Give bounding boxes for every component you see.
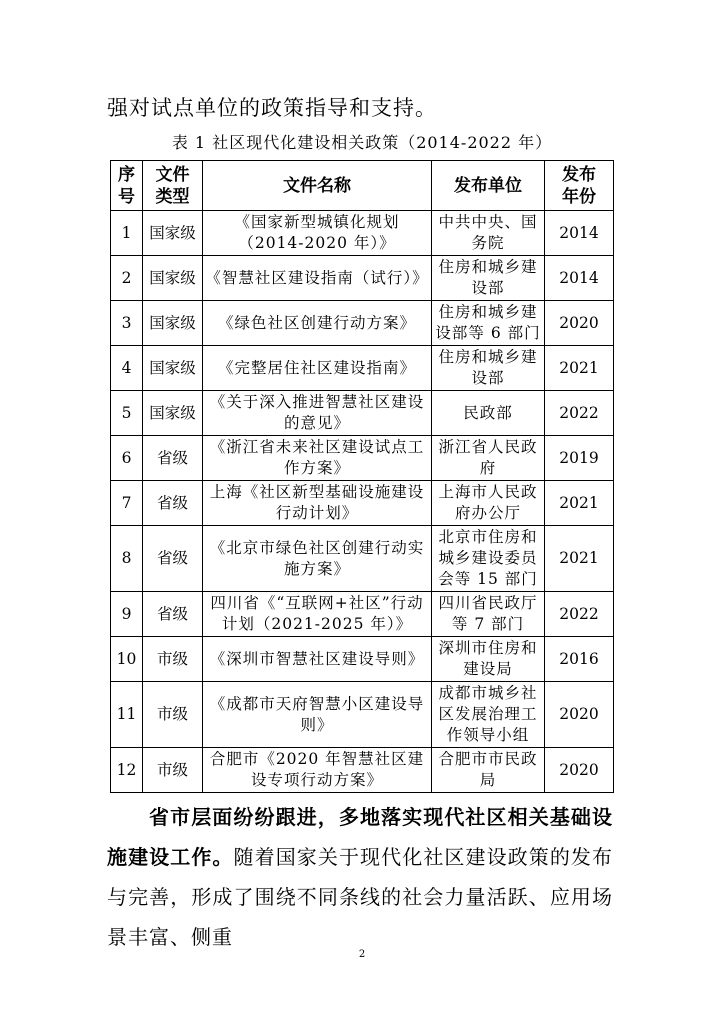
cell-year: 2021 bbox=[545, 526, 614, 592]
cell-no: 3 bbox=[111, 301, 143, 346]
cell-name: 《绿色社区创建行动方案》 bbox=[203, 301, 432, 346]
cell-issuer: 合肥市市民政局 bbox=[432, 748, 545, 793]
cell-issuer: 成都市城乡社区发展治理工作领导小组 bbox=[432, 682, 545, 748]
cell-type: 市级 bbox=[143, 748, 203, 793]
cell-type: 市级 bbox=[143, 637, 203, 682]
cell-no: 6 bbox=[111, 436, 143, 481]
cell-no: 8 bbox=[111, 526, 143, 592]
cell-no: 1 bbox=[111, 211, 143, 256]
cell-name: 合肥市《2020 年智慧社区建设专项行动方案》 bbox=[203, 748, 432, 793]
cell-no: 5 bbox=[111, 391, 143, 436]
table-row bbox=[111, 682, 614, 748]
cell-issuer: 住房和城乡建设部等 6 部门 bbox=[432, 301, 545, 346]
cell-issuer: 上海市人民政府办公厅 bbox=[432, 481, 545, 526]
cell-no: 10 bbox=[111, 637, 143, 682]
cell-year: 2016 bbox=[545, 637, 614, 682]
cell-issuer: 北京市住房和城乡建设委员会等 15 部门 bbox=[432, 526, 545, 592]
table-row bbox=[111, 526, 614, 592]
cell-issuer: 民政部 bbox=[432, 391, 545, 436]
cell-type: 省级 bbox=[143, 526, 203, 592]
cell-name: 《北京市绿色社区创建行动实施方案》 bbox=[203, 526, 432, 592]
cell-type: 国家级 bbox=[143, 346, 203, 391]
cell-year: 2020 bbox=[545, 301, 614, 346]
cell-issuer: 四川省民政厅等 7 部门 bbox=[432, 592, 545, 637]
cell-no: 9 bbox=[111, 592, 143, 637]
cell-name: 《完整居住社区建设指南》 bbox=[203, 346, 432, 391]
body-bold-lead: 省市层面纷纷跟进，多地落实现代社区相关基础设施建设工作。 bbox=[107, 805, 613, 869]
cell-type: 国家级 bbox=[143, 301, 203, 346]
cell-type: 省级 bbox=[143, 436, 203, 481]
table-row bbox=[111, 592, 614, 637]
header-type: 文件类型 bbox=[143, 161, 203, 211]
cell-year: 2020 bbox=[545, 682, 614, 748]
table-row bbox=[111, 346, 614, 391]
cell-year: 2014 bbox=[545, 211, 614, 256]
cell-issuer: 住房和城乡建设部 bbox=[432, 256, 545, 301]
cell-year: 2014 bbox=[545, 256, 614, 301]
cell-type: 国家级 bbox=[143, 256, 203, 301]
cell-type: 省级 bbox=[143, 592, 203, 637]
cell-no: 7 bbox=[111, 481, 143, 526]
cell-name: 四川省《“互联网+社区”行动计划（2021-2025 年）》 bbox=[203, 592, 432, 637]
cell-no: 11 bbox=[111, 682, 143, 748]
header-issuer: 发布单位 bbox=[432, 161, 545, 211]
cell-name: 《关于深入推进智慧社区建设的意见》 bbox=[203, 391, 432, 436]
cell-year: 2021 bbox=[545, 481, 614, 526]
table-row bbox=[111, 256, 614, 301]
page-number: 2 bbox=[358, 949, 366, 960]
table-caption: 表 1 社区现代化建设相关政策（2014-2022 年） bbox=[171, 133, 553, 152]
cell-issuer: 中共中央、国务院 bbox=[432, 211, 545, 256]
header-year: 发布年份 bbox=[545, 161, 614, 211]
cell-no: 12 bbox=[111, 748, 143, 793]
cell-name: 《深圳市智慧社区建设导则》 bbox=[203, 637, 432, 682]
cell-name: 《成都市天府智慧小区建设导则》 bbox=[203, 682, 432, 748]
intro-paragraph: 强对试点单位的政策指导和支持。 bbox=[107, 96, 437, 120]
cell-year: 2022 bbox=[545, 391, 614, 436]
cell-type: 国家级 bbox=[143, 211, 203, 256]
cell-year: 2021 bbox=[545, 346, 614, 391]
table-row bbox=[111, 391, 614, 436]
table-row bbox=[111, 637, 614, 682]
cell-type: 省级 bbox=[143, 481, 203, 526]
header-no: 序号 bbox=[111, 161, 143, 211]
cell-issuer: 住房和城乡建设部 bbox=[432, 346, 545, 391]
cell-no: 2 bbox=[111, 256, 143, 301]
cell-name: 《智慧社区建设指南（试行）》 bbox=[203, 256, 432, 301]
cell-name: 《国家新型城镇化规划（2014-2020 年）》 bbox=[203, 211, 432, 256]
header-name: 文件名称 bbox=[203, 161, 432, 211]
cell-year: 2020 bbox=[545, 748, 614, 793]
policy-table bbox=[110, 160, 614, 793]
table-row bbox=[111, 481, 614, 526]
body-rest-text: 随着国家关于现代化社区建设政策的发布与完善，形成了围绕不同条线的社会力量活跃、应用场景丰富、侧重 bbox=[107, 845, 614, 949]
cell-issuer: 深圳市住房和建设局 bbox=[432, 637, 545, 682]
body-paragraph bbox=[107, 797, 613, 957]
cell-name: 《浙江省未来社区建设试点工作方案》 bbox=[203, 436, 432, 481]
cell-type: 国家级 bbox=[143, 391, 203, 436]
cell-issuer: 浙江省人民政府 bbox=[432, 436, 545, 481]
table-row bbox=[111, 211, 614, 256]
cell-year: 2022 bbox=[545, 592, 614, 637]
cell-no: 4 bbox=[111, 346, 143, 391]
table-row bbox=[111, 748, 614, 793]
table-row bbox=[111, 436, 614, 481]
cell-name: 上海《社区新型基础设施建设行动计划》 bbox=[203, 481, 432, 526]
table-row bbox=[111, 301, 614, 346]
cell-type: 市级 bbox=[143, 682, 203, 748]
table-header-row bbox=[111, 161, 614, 211]
cell-year: 2019 bbox=[545, 436, 614, 481]
